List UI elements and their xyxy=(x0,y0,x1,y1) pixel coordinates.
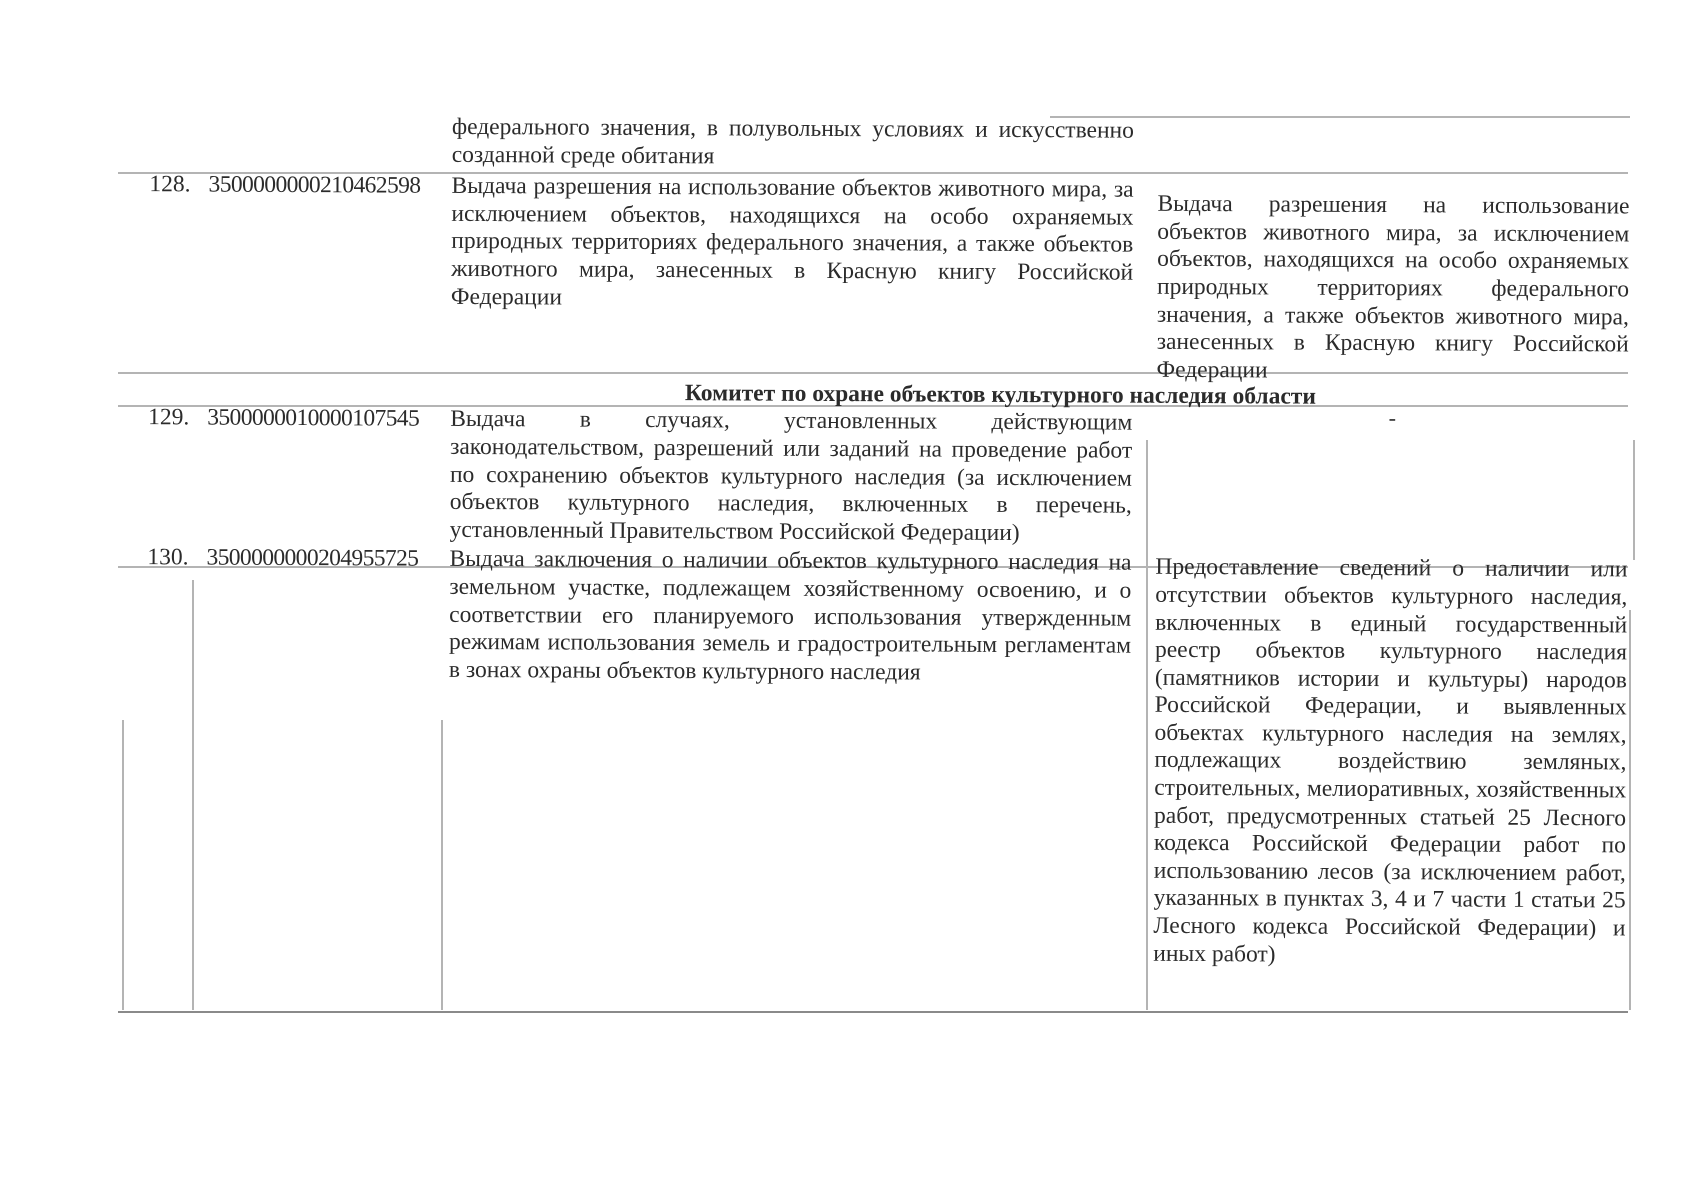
standard-service-cell xyxy=(1144,118,1636,176)
row-number-cell: 130. xyxy=(147,544,189,571)
table-row xyxy=(113,544,1633,970)
table-row xyxy=(116,404,1635,550)
service-name-cell: федерального значения, в полувольных условиях и искусственно созданной среде обитания xyxy=(451,113,1134,169)
service-code-cell: 3500000000204955725 xyxy=(206,544,419,572)
standard-service-cell: - xyxy=(1388,405,1397,431)
service-code-cell: 3500000000210462598 xyxy=(208,171,421,199)
section-heading: Комитет по охране объектов культурного наследия области xyxy=(684,380,1316,411)
table-row xyxy=(118,112,1636,176)
table-row xyxy=(117,171,1636,387)
row-number-cell: 129. xyxy=(148,404,190,431)
services-table xyxy=(113,112,1636,971)
standard-service-cell: Выдача разрешения на использование объектов животного мира, за исключением объектов, находящихся на особо охраняемых природных территориях федерального значения, а также объектов животного мира, занесенных в Красную книгу Российской Федерации xyxy=(1156,190,1630,384)
service-name-cell: Выдача в случаях, установленных действующим законодательством, разрешений или заданий на проведение работ по сохранению объектов культурного наследия (за исключением объектов культурного наследия, включенных в перечень, установленный Правительством Российской Федерации) xyxy=(449,406,1133,546)
table-rule-bottom xyxy=(118,1011,1628,1013)
row-number-cell: 128. xyxy=(149,171,191,198)
service-name-cell: Выдача заключения о наличии объектов культурного наследия на земельном участке, подлежащем хозяйственному освоению, и о соответствии его планируемого использования утвержденным режимам использования земель и градостроительным регламентам в зонах охраны объектов культурного наследия xyxy=(448,546,1132,686)
row-number-cell xyxy=(118,112,195,168)
standard-service-cell: Предоставление сведений о наличии или отсутствии объектов культурного наследия, включенных в единый государственный реестр объектов культурного наследия (памятников истории и культуры) народов Российской Федерации, и выявленных объектах культурного наследия на землях, подлежащих воздействию земляных, строительных, мелиоративных, хозяйственных работ, предусмотренных статьей 25 Лесного кодекса Российской Федерации работ по использованию лесов (за исключением работ, указанных в пунктах 3, 4 и 7 части 1 статьи 25 Лесного кодекса Российской Федерации) и иных работ) xyxy=(1153,554,1628,968)
service-code-cell: 3500000010000107545 xyxy=(207,404,420,433)
service-code-cell xyxy=(195,112,442,169)
service-name-cell: Выдача разрешения на использование объектов животного мира, за исключением объектов, находящихся на особо охраняемых природных территориях федерального значения, а также объектов животного мира, занесенных в Красную книгу Российской Федерации xyxy=(450,173,1134,311)
